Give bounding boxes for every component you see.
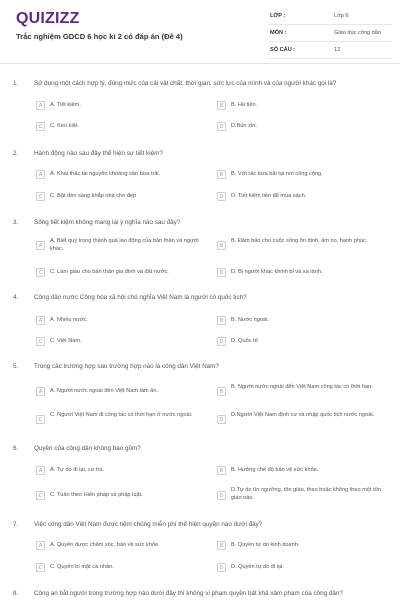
question-number: 4. <box>13 294 19 301</box>
option-letter: A <box>36 387 45 396</box>
option-text: B. Nước ngoài. <box>231 317 269 323</box>
meta-value-subject: Giáo dục công dân <box>334 30 381 36</box>
option-letter: A <box>36 241 45 250</box>
option-letter: C <box>36 122 45 131</box>
question-text: Sử dụng một cách hợp lý, đúng mức của cải vật chất, thời gian, sức lực của mình và của người khác gọi là? <box>34 80 337 87</box>
option-text: D.Người Việt Nam định cư và nhập quốc tịch nước ngoài. <box>231 412 375 418</box>
question-text: Việc công dân Việt Nam được tiêm chủng miễn phí thể hiện quyền nào dưới đây? <box>34 521 263 528</box>
question-text: Hành động nào sau đây thể hiện sự tiết kiệm? <box>34 150 163 157</box>
option-letter: D <box>217 491 226 500</box>
option-text: A. Nhiều nước. <box>50 317 88 323</box>
option-text: D. Quốc tế. <box>231 338 260 344</box>
meta-row-question-count <box>268 44 392 59</box>
option-text: B. Hà tiện. <box>231 102 258 108</box>
option-letter: C <box>36 491 45 500</box>
document-header <box>0 0 400 64</box>
option-text: C. Tuân theo Hiến pháp và pháp luật. <box>50 492 143 498</box>
option-letter: A <box>36 101 45 110</box>
question-3-head <box>0 219 400 231</box>
question-number: 7. <box>13 521 19 528</box>
option-letter: C <box>36 415 45 424</box>
quizizz-logo[interactable]: QUIZIZZ <box>16 10 80 27</box>
option-text: B. Đảm bảo cho cuộc sống ổn định, ấm no, hạnh phúc. <box>231 238 368 244</box>
option-text: A. Tự do đi lại, cư trú. <box>50 467 105 473</box>
question-list <box>0 64 400 600</box>
option-text: C. Bật đèn sáng khắp nhà cho đẹp <box>50 193 137 199</box>
meta-key-grade: LỚP : <box>270 13 286 19</box>
option-letter: D <box>217 122 226 131</box>
option-letter: D <box>217 415 226 424</box>
question-number: 6. <box>13 445 19 452</box>
meta-row-subject <box>268 27 392 42</box>
question-2-head <box>0 150 400 162</box>
option-text: D.Bủn xỉn. <box>231 123 257 129</box>
option-letter: B <box>217 466 226 475</box>
option-text: A. Khai thác tài nguyên khoáng sản bừa bãi. <box>50 171 161 177</box>
question-text: Sống tiết kiệm không mang lại ý nghĩa nào sau đây? <box>34 219 181 226</box>
option-text: B. Quyền tự do kinh doanh. <box>231 542 300 548</box>
option-text: C. Người Việt Nam đi công tác có thời hạn ở nước ngoài. <box>50 412 193 418</box>
option-text: D.Tự do tín ngưỡng, tôn giáo, theo hoặc không theo một tôn giáo nào <box>231 487 381 501</box>
question-5-head <box>0 363 400 375</box>
document-title: Trắc nghiệm GDCD 6 học kì 2 có đáp án (Đề 4) <box>16 32 183 41</box>
option-letter: B <box>217 387 226 396</box>
option-text: B. Hưởng chế độ bảo vệ sức khỏe. <box>231 467 319 473</box>
option-text: C. Làm giàu cho bản thân gia đình và đất nước. <box>50 269 169 275</box>
question-8-head <box>0 590 400 600</box>
question-7-head <box>0 521 400 533</box>
option-letter: C <box>36 563 45 572</box>
option-letter: B <box>217 241 226 250</box>
question-number: 8. <box>13 590 19 597</box>
option-text: C. Quyền bí mật cá nhân. <box>50 564 114 570</box>
option-letter: D <box>217 192 226 201</box>
meta-key-subject: MÔN : <box>270 30 287 36</box>
question-number: 3. <box>13 219 19 226</box>
option-text: D. Quyền tự do đi lại. <box>231 564 284 570</box>
option-letter: A <box>36 541 45 550</box>
option-text: A. Tiết kiệm. <box>50 102 81 108</box>
option-text: A. Người nước ngoài đến Việt Nam làm ăn. <box>50 388 159 394</box>
option-text: D. Tiết kiệm tiền để mua sách. <box>231 193 307 199</box>
option-text: A. Biết quý trọng thành quả lao động của bản thân và người khác. <box>50 238 199 252</box>
option-letter: A <box>36 170 45 179</box>
question-number: 1. <box>13 80 19 87</box>
option-letter: D <box>217 268 226 277</box>
question-text: Công an bắt người trong trường hợp nào dưới đây thì không vi phạm quyền bất khả xâm phạm của công dân? <box>34 590 343 597</box>
option-text: A. Quyền được chăm sóc, bảo vệ sức khỏe. <box>50 542 160 548</box>
meta-value-grade: Lớp 6 <box>334 13 349 19</box>
question-text: Công dân nước Cộng hòa xã hội chủ nghĩa Việt Nam là người có quốc tịch? <box>34 294 247 301</box>
option-letter: C <box>36 337 45 346</box>
meta-row-grade <box>268 10 392 25</box>
option-letter: A <box>36 466 45 475</box>
option-letter: A <box>36 316 45 325</box>
option-letter: B <box>217 316 226 325</box>
meta-key-question-count: SỐ CÂU : <box>270 47 296 53</box>
option-letter: D <box>217 337 226 346</box>
option-text: B. Người nước ngoài đến Việt Nam công tác có thời hạn. <box>231 384 373 390</box>
option-letter: D <box>217 563 226 572</box>
question-number: 2. <box>13 150 19 157</box>
document-meta <box>268 10 392 61</box>
meta-value-question-count: 12 <box>334 47 341 53</box>
option-letter: B <box>217 101 226 110</box>
option-text: C. Keo kiệt. <box>50 123 79 129</box>
option-letter: C <box>36 192 45 201</box>
question-4-head <box>0 294 400 306</box>
question-1-head <box>0 80 400 92</box>
option-letter: C <box>36 268 45 277</box>
option-letter: B <box>217 541 226 550</box>
question-text: Quyền của công dân không bao gồm? <box>34 445 141 452</box>
option-letter: B <box>217 170 226 179</box>
question-number: 5. <box>13 363 19 370</box>
option-text: B. Vứt rác bừa bãi tại nơi công cộng. <box>231 171 323 177</box>
question-6-head <box>0 445 400 457</box>
option-text: C. Việt Nam. <box>50 338 82 344</box>
option-text: D. Bị người khác khinh bỉ và xa lánh. <box>231 269 323 275</box>
question-text: Trong các trường hợp sau trường hợp nào là công dân Việt Nam? <box>34 363 219 370</box>
